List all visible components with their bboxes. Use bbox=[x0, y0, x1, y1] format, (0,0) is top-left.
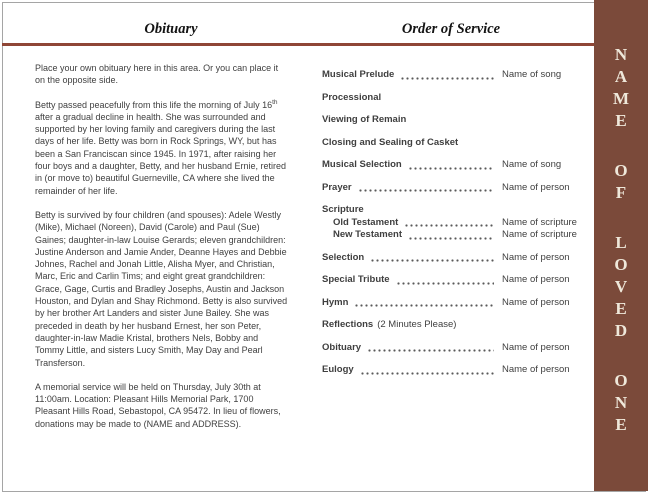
order-item-title: Obituary bbox=[322, 341, 362, 353]
sidebar-letter: A bbox=[614, 67, 628, 86]
order-item-value: Name of scripture bbox=[502, 229, 577, 240]
paragraph-text: Betty passed peacefully from this life the morning of July 16 bbox=[35, 99, 273, 110]
order-item bbox=[322, 342, 580, 355]
sidebar-letter: V bbox=[614, 277, 628, 296]
order-item-value: Name of person bbox=[502, 181, 570, 193]
order-item-title: Special Tribute bbox=[322, 274, 390, 285]
order-item bbox=[322, 274, 580, 287]
obituary-text-column bbox=[35, 62, 288, 442]
sidebar-letter: F bbox=[615, 183, 627, 202]
order-item bbox=[322, 319, 580, 332]
order-item-value: Name of song bbox=[502, 159, 562, 170]
obituary-header: Obituary bbox=[144, 21, 198, 37]
order-item bbox=[322, 297, 580, 310]
sidebar-letter: O bbox=[614, 161, 628, 180]
order-item-value: Name of person bbox=[502, 251, 570, 263]
obituary-paragraph bbox=[35, 209, 288, 369]
sidebar-letter: E bbox=[615, 299, 627, 318]
order-item bbox=[333, 217, 580, 230]
dotted-leader bbox=[396, 282, 494, 285]
order-of-service-header: Order of Service bbox=[401, 21, 501, 37]
paragraph-text: Betty is survived by four children (and spouses): Adele Westly (Mike), Michael (Noreen), David (Carole) and Paul (Sue) Gaines; daughter-in-law Louise Gerards; eleven grandchildren: Justine Anderson and Jamie Ander, Deanne Hayes and Debbie Johnes, Rachel and Jonah Little, Alisha Myer, and Christian, Marc, Eric and Carlin Tims; and eight great grandchildren: Grace, Gage, Curtis and Bradley Josephs, Austin and Jackson Houston, and Dylan and Shay Richmond. Betty is also survived by her brother Art Landers and sister June Bailey. She was preceded in death by her husband Ernest, her son Peter, daughter-in-law Madie Kristal, brothers Nels, Bobby and Tommy Little, and sisters Lucy Smith, May Day and Pearl Transferson. bbox=[35, 209, 288, 368]
order-item bbox=[322, 137, 580, 150]
order-item-value: Name of person bbox=[502, 274, 570, 285]
header-divider-rule bbox=[2, 43, 594, 46]
sidebar-word bbox=[614, 232, 627, 342]
order-item bbox=[322, 364, 580, 377]
paragraph-text: Place your own obituary here in this area. Or you can place it on the opposite side. bbox=[35, 63, 279, 86]
dotted-leader bbox=[408, 237, 494, 240]
sidebar-letter: L bbox=[615, 233, 627, 252]
order-item-title: Reflections bbox=[322, 319, 374, 330]
order-item bbox=[322, 252, 580, 265]
dotted-leader bbox=[404, 224, 494, 227]
sidebar-letter: M bbox=[612, 89, 630, 108]
dotted-leader bbox=[358, 189, 494, 192]
sidebar-letter: N bbox=[614, 45, 628, 64]
sidebar-letter: O bbox=[614, 371, 628, 390]
obituary-paragraph bbox=[35, 99, 288, 197]
order-item-value: Name of song bbox=[502, 69, 562, 80]
order-item bbox=[333, 229, 580, 242]
sidebar-letter: D bbox=[614, 321, 628, 340]
sidebar-letter: O bbox=[614, 255, 628, 274]
order-item-title: Old Testament bbox=[333, 216, 399, 228]
sidebar-letter: E bbox=[615, 111, 627, 130]
order-item-title: Eulogy bbox=[322, 364, 354, 375]
order-item bbox=[322, 92, 580, 105]
obituary-paragraph bbox=[35, 381, 288, 430]
order-item bbox=[322, 69, 580, 82]
name-of-loved-one-sidebar bbox=[594, 0, 648, 491]
sidebar-letter: N bbox=[614, 393, 628, 412]
order-item-title: Processional bbox=[322, 91, 382, 103]
order-item-value: Name of person bbox=[502, 296, 570, 308]
order-item-title: Selection bbox=[322, 251, 365, 263]
sidebar-word bbox=[614, 370, 627, 436]
order-item bbox=[322, 159, 580, 172]
dotted-leader bbox=[360, 372, 494, 375]
order-item bbox=[322, 114, 580, 127]
order-item bbox=[322, 204, 580, 217]
order-item-value: Name of person bbox=[502, 341, 570, 353]
order-item-title: Viewing of Remain bbox=[322, 114, 407, 125]
order-item-title: Prayer bbox=[322, 181, 352, 193]
dotted-leader bbox=[367, 349, 494, 352]
order-subgroup bbox=[333, 217, 580, 242]
dotted-leader bbox=[354, 304, 494, 307]
obituary-paragraph bbox=[35, 62, 288, 87]
sidebar-word bbox=[613, 44, 629, 132]
paragraph-text: after a gradual decline in health. She was surrounded and supported by her loving family and caregivers during the last days of her life. Betty was born in Rock Springs, WY, but has been a San Franciscan since 1945. In 1971, after raising her four boys and a daughter, Betty, and her husband Ernie, retired in (or move to) beautiful Guerneville, CA where she lived the remainder of her life. bbox=[35, 111, 286, 196]
order-item-title: Musical Prelude bbox=[322, 69, 395, 80]
sidebar-letter: E bbox=[615, 415, 627, 434]
order-item-title: Musical Selection bbox=[322, 159, 402, 170]
order-item-title: New Testament bbox=[333, 229, 402, 240]
paragraph-text: A memorial service will be held on Thursday, July 30th at 11:00am. Location: Pleasant Hills Memorial Park, 1700 Pleasant Hills Road, Sebastopol, CA 95472. In lieu of flowers, donations may be made to (NAME and ADDRESS). bbox=[35, 381, 281, 429]
order-item-suffix: (2 Minutes Please) bbox=[377, 319, 457, 330]
dotted-leader bbox=[370, 259, 494, 262]
sidebar-word bbox=[614, 160, 627, 204]
order-item-title: Hymn bbox=[322, 296, 349, 308]
order-item bbox=[322, 182, 580, 195]
order-item-title: Closing and Sealing of Casket bbox=[322, 136, 459, 148]
order-item-title: Scripture bbox=[322, 204, 364, 215]
order-item-value: Name of scripture bbox=[502, 216, 577, 228]
superscript-text: th bbox=[272, 98, 278, 106]
order-item-value: Name of person bbox=[502, 364, 570, 375]
dotted-leader bbox=[408, 167, 494, 170]
order-of-service-list bbox=[322, 69, 580, 387]
dotted-leader bbox=[400, 77, 494, 80]
